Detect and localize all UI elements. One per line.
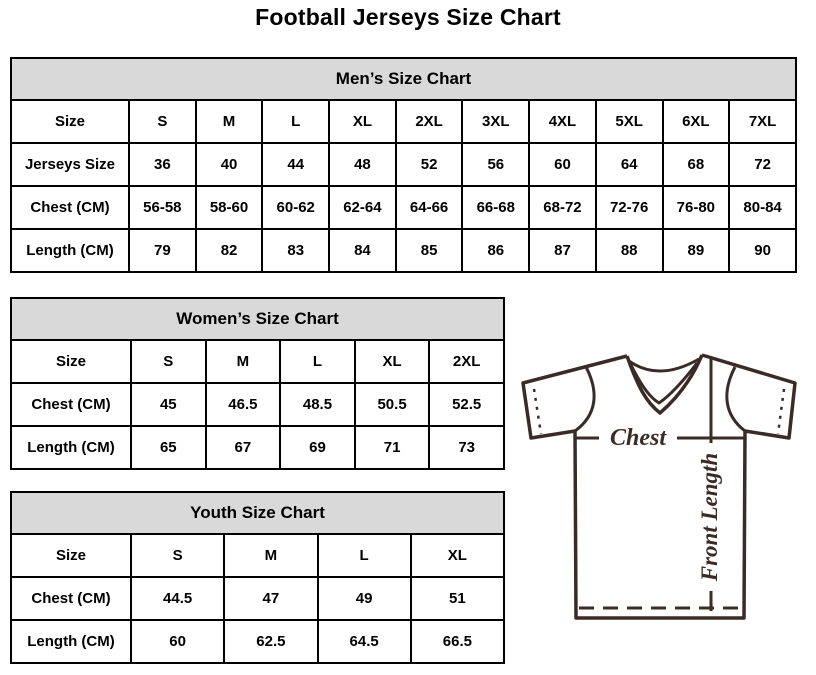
- cell-value: 83: [262, 229, 329, 272]
- cell-value: 89: [663, 229, 730, 272]
- row-label: Chest (CM): [11, 186, 129, 229]
- cell-value: 60: [529, 143, 596, 186]
- row-label: Jerseys Size: [11, 143, 129, 186]
- cell-value: 72: [729, 143, 796, 186]
- cell-value: 62-64: [329, 186, 396, 229]
- cell-value: M: [196, 100, 263, 143]
- cell-value: S: [131, 340, 206, 383]
- cell-value: 58-60: [196, 186, 263, 229]
- cell-value: 68-72: [529, 186, 596, 229]
- cell-value: 40: [196, 143, 263, 186]
- cell-value: L: [280, 340, 355, 383]
- front-length-label: Front Length: [697, 452, 722, 582]
- womens-table-title: Women’s Size Chart: [11, 298, 504, 340]
- cell-value: 49: [318, 577, 411, 620]
- cell-value: XL: [355, 340, 430, 383]
- cell-value: 88: [596, 229, 663, 272]
- cell-value: 51: [411, 577, 504, 620]
- table-header-row: [11, 492, 504, 534]
- cell-value: 36: [129, 143, 196, 186]
- cell-value: 56: [462, 143, 529, 186]
- cell-value: 72-76: [596, 186, 663, 229]
- youth-size-table: [10, 491, 505, 664]
- mens-table-title: Men’s Size Chart: [11, 58, 796, 100]
- cell-value: 60: [131, 620, 224, 663]
- cell-value: 52: [396, 143, 463, 186]
- table-row: [11, 229, 796, 272]
- cell-value: 3XL: [462, 100, 529, 143]
- row-label: Size: [11, 100, 129, 143]
- cell-value: 5XL: [596, 100, 663, 143]
- cell-value: 64: [596, 143, 663, 186]
- table-row: [11, 186, 796, 229]
- row-label: Length (CM): [11, 229, 129, 272]
- cell-value: 46.5: [206, 383, 281, 426]
- cell-value: 52.5: [429, 383, 504, 426]
- cell-value: 60-62: [262, 186, 329, 229]
- table-header-row: [11, 58, 796, 100]
- cell-value: 2XL: [396, 100, 463, 143]
- jersey-armhole-left: [575, 367, 594, 431]
- cell-value: 62.5: [224, 620, 317, 663]
- cell-value: 7XL: [729, 100, 796, 143]
- cell-value: M: [224, 534, 317, 577]
- row-label: Size: [11, 340, 131, 383]
- cell-value: 6XL: [663, 100, 730, 143]
- mens-size-table: [10, 57, 797, 273]
- cell-value: 67: [206, 426, 281, 469]
- youth-table-title: Youth Size Chart: [11, 492, 504, 534]
- cell-value: 2XL: [429, 340, 504, 383]
- cell-value: 82: [196, 229, 263, 272]
- jersey-outline: [523, 355, 795, 618]
- cell-value: 76-80: [663, 186, 730, 229]
- cell-value: 65: [131, 426, 206, 469]
- cell-value: 90: [729, 229, 796, 272]
- cell-value: 84: [329, 229, 396, 272]
- row-label: Chest (CM): [11, 383, 131, 426]
- cell-value: 66.5: [411, 620, 504, 663]
- chest-label: Chest: [609, 425, 667, 451]
- cell-value: 69: [280, 426, 355, 469]
- cell-value: L: [318, 534, 411, 577]
- cell-value: L: [262, 100, 329, 143]
- cell-value: 44: [262, 143, 329, 186]
- cell-value: 64-66: [396, 186, 463, 229]
- cell-value: 44.5: [131, 577, 224, 620]
- jersey-cuff-dash-left: [534, 389, 541, 434]
- table-row: [11, 383, 504, 426]
- cell-value: S: [131, 534, 224, 577]
- jersey-armhole-right: [727, 367, 745, 431]
- cell-value: 86: [462, 229, 529, 272]
- cell-value: 47: [224, 577, 317, 620]
- cell-value: 4XL: [529, 100, 596, 143]
- jersey-collar-rib-arc: [629, 359, 699, 371]
- cell-value: XL: [329, 100, 396, 143]
- cell-value: 68: [663, 143, 730, 186]
- womens-size-table: [10, 297, 505, 470]
- table-row: [11, 426, 504, 469]
- cell-value: 85: [396, 229, 463, 272]
- cell-value: 45: [131, 383, 206, 426]
- cell-value: 71: [355, 426, 430, 469]
- page-title: Football Jerseys Size Chart: [255, 4, 561, 30]
- cell-value: 79: [129, 229, 196, 272]
- table-header-row: [11, 298, 504, 340]
- cell-value: S: [129, 100, 196, 143]
- table-row: [11, 620, 504, 663]
- cell-value: 73: [429, 426, 504, 469]
- jersey-cuff-dash-right: [778, 389, 784, 434]
- table-row: [11, 577, 504, 620]
- cell-value: 64.5: [318, 620, 411, 663]
- cell-value: M: [206, 340, 281, 383]
- cell-value: 48.5: [280, 383, 355, 426]
- row-label: Chest (CM): [11, 577, 131, 620]
- jersey-measurement-diagram: [506, 330, 811, 670]
- cell-value: 48: [329, 143, 396, 186]
- table-row: [11, 143, 796, 186]
- table-row: [11, 534, 504, 577]
- row-label: Size: [11, 534, 131, 577]
- cell-value: 87: [529, 229, 596, 272]
- row-label: Length (CM): [11, 426, 131, 469]
- row-label: Length (CM): [11, 620, 131, 663]
- cell-value: 50.5: [355, 383, 430, 426]
- cell-value: XL: [411, 534, 504, 577]
- table-row: [11, 100, 796, 143]
- cell-value: 56-58: [129, 186, 196, 229]
- cell-value: 80-84: [729, 186, 796, 229]
- table-row: [11, 340, 504, 383]
- cell-value: 66-68: [462, 186, 529, 229]
